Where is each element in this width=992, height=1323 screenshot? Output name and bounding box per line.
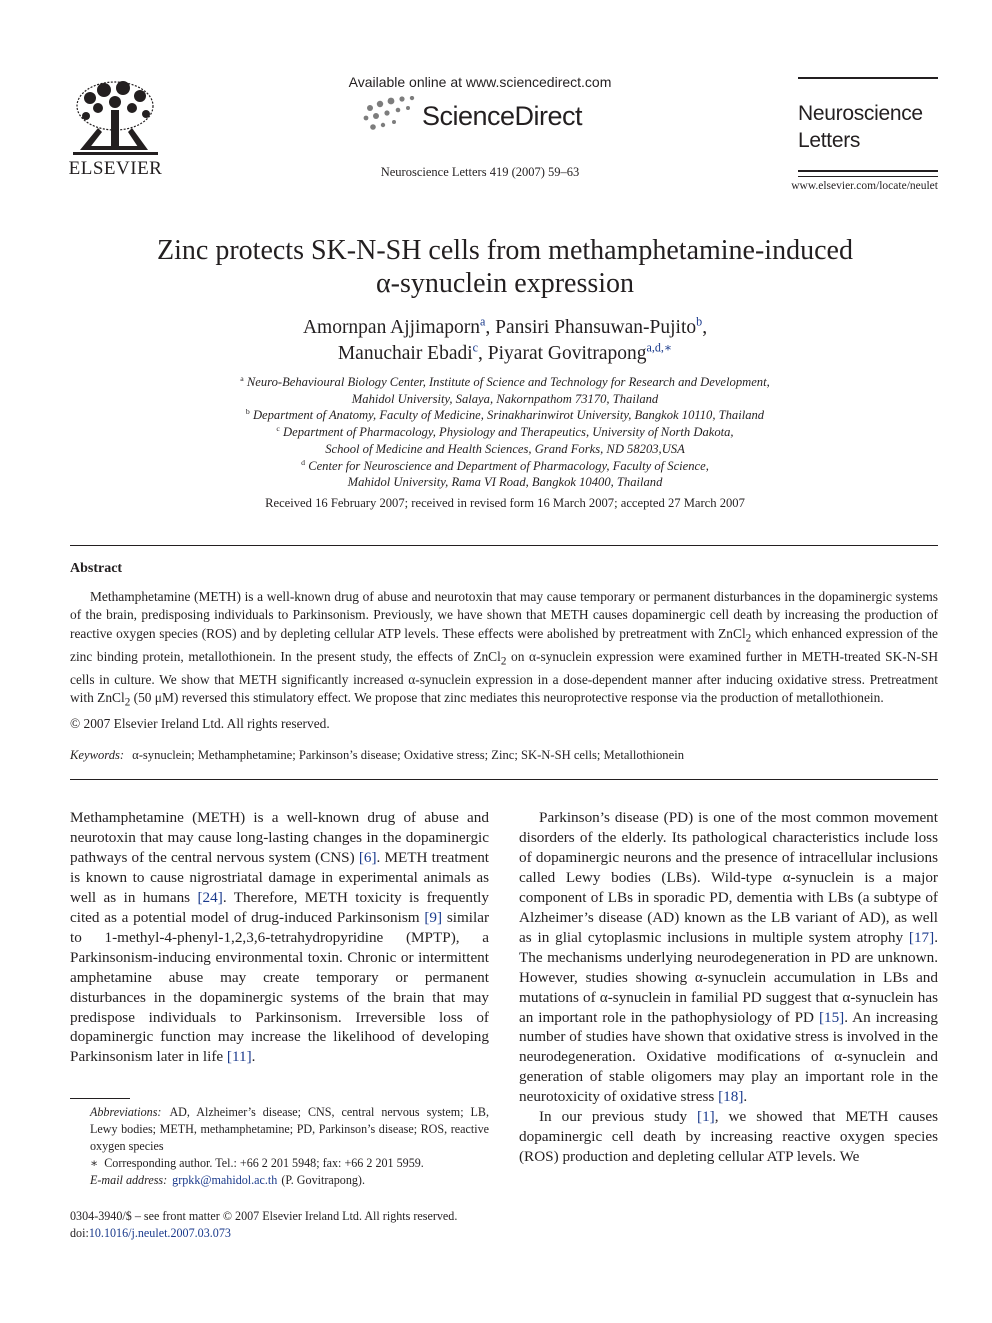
affiliation-text: Mahidol University, Salaya, Nakornpathom 73170, Thailand bbox=[351, 391, 659, 406]
journal-rule-bottom bbox=[798, 170, 938, 172]
abstract-text: (50 μM) reversed this stimulatory effect. We propose that zinc mediates this neuroprotective response via the production of metallothionein. bbox=[130, 689, 884, 705]
sciencedirect-wordmark: ScienceDirect bbox=[422, 101, 583, 131]
subscript: 2 bbox=[124, 696, 131, 709]
footnotes bbox=[70, 1104, 489, 1189]
affiliation-text: Center for Neuroscience and Department of Pharmacology, Faculty of Science, bbox=[308, 458, 709, 473]
journal-reference: Neuroscience Letters 419 (2007) 59–63 bbox=[380, 165, 580, 179]
publisher-name: ELSEVIER bbox=[68, 158, 163, 179]
article-title bbox=[100, 234, 910, 300]
journal-title-line2: Letters bbox=[798, 129, 861, 152]
abstract-heading: Abstract bbox=[70, 561, 123, 576]
author-affiliation-link[interactable]: a bbox=[480, 314, 486, 329]
paragraph: Methamphetamine (METH) is a well-known drug of abuse and neurotoxin that may cause long-lasting changes in the dopaminergic pathways of the central nervous system (CNS) [6]. METH treatment is known to cause nigrostriatal damage in experimental animals as well as in humans [24]. Therefore, METH toxicity is frequently cited as a potential model of drug-induced Parkinsonism [9] similar to 1-methyl-4-phenyl-1,2,3,6-tetrahydropyridine (MPTP), a Parkinsonism-inducing environmental toxin. Chronic or intermittent amphetamine abuse may create temporary or permanent disturbances in the dopaminergic systems of the brain that may predispose individuals to Parkinsonism. Irreversible loss of dopaminergic function may increase the likelihood of developing Parkinsonism later in life [11]. bbox=[70, 809, 490, 1066]
subscript: 2 bbox=[745, 632, 752, 645]
article-title-line2: α-synuclein expression bbox=[375, 268, 635, 299]
affiliation-list bbox=[140, 374, 870, 491]
divider bbox=[70, 545, 938, 546]
affiliation-text: School of Medicine and Health Sciences, Grand Forks, ND 58203,USA bbox=[325, 441, 685, 456]
author-name: Pansiri Phansuwan-Pujito bbox=[495, 317, 697, 338]
affiliation-text: Neuro-Behavioural Biology Center, Institute of Science and Technology for Research and Development, bbox=[246, 375, 770, 389]
abstract-text: Methamphetamine (METH) is a well-known drug of abuse and neurotoxin that may cause temporary or permanent disturbances in the dopaminergic systems of the brain, predisposing individuals to Parkinsonism. Previously, we have shown that METH causes dopaminergic cell death by increasing the production of reactive oxygen species (ROS) and by depleting cellular ATP levels. These effects were abolished by pretreatment with ZnCl bbox=[70, 589, 938, 641]
abbreviations-text: AD, Alzheimer’s disease; CNS, central nervous system; LB, Lewy bodies; METH, methamphetamine; PD, Parkinson’s disease; ROS, reactive oxygen species bbox=[90, 1105, 489, 1153]
abstract-text: which enhanced expression of the zinc binding protein, metallothionein. In the present study, the effects of ZnCl bbox=[70, 625, 938, 664]
affiliation-text: Mahidol University, Rama VI Road, Bangkok 10400, Thailand bbox=[347, 475, 663, 490]
author-separator: , bbox=[702, 317, 708, 338]
doi-link[interactable]: 10.1016/j.neulet.2007.03.073 bbox=[88, 1225, 231, 1240]
author-affiliation-link[interactable]: b bbox=[696, 314, 703, 329]
affiliation-mark: d bbox=[301, 457, 306, 467]
journal-rule-bottom-thin bbox=[798, 176, 938, 177]
author-name: Piyarat Govitrapong bbox=[487, 343, 647, 364]
author-separator: , bbox=[485, 317, 496, 338]
affiliation-text: Department of Pharmacology, Physiology and Therapeutics, University of North Dakota, bbox=[283, 425, 734, 440]
front-matter bbox=[70, 1208, 510, 1242]
body-column-left bbox=[70, 808, 489, 1067]
email-owner: (P. Govitrapong). bbox=[281, 1172, 365, 1187]
issn-line: 0304-3940/$ – see front matter © 2007 Elsevier Ireland Ltd. All rights reserved. bbox=[70, 1209, 458, 1223]
citation-link[interactable]: [6] bbox=[358, 848, 377, 866]
author-affiliation-link[interactable]: a,d,∗ bbox=[646, 340, 673, 355]
keywords bbox=[70, 748, 938, 763]
abstract-body bbox=[70, 588, 938, 712]
received-dates: Received 16 February 2007; received in revised form 16 March 2007; accepted 27 March 2007 bbox=[265, 496, 745, 510]
body-column-right bbox=[519, 808, 938, 1167]
keywords-label: Keywords: bbox=[70, 748, 125, 762]
affiliation-mark: b bbox=[245, 407, 250, 417]
corresponding-mark: ∗ bbox=[90, 1155, 99, 1170]
affiliation-mark: c bbox=[276, 423, 280, 433]
citation-link[interactable]: [24] bbox=[197, 888, 223, 906]
citation-link[interactable]: [9] bbox=[424, 908, 443, 926]
paragraph: Parkinson’s disease (PD) is one of the most common movement disorders of the elderly. Its pathological characteristics include loss of dopaminergic neurons and the presence of intracellular inclusions called Lewy bodies (LBs). Wild-type α-synuclein is a major component of LBs in sporadic PD, dementia with LBs (a subtype of Alzheimer’s disease (AD) known as the LB variant of AD), as well as in glial cytoplasmic inclusions in multiple system atrophy [17]. The mechanisms underlying neurodegeneration in PD are unknown. However, studies showing α-synuclein accumulation in LBs and mutations of α-synuclein in familial PD suggest that α-synuclein has an important role in the pathophysiology of PD [15]. An increasing number of studies have shown that oxidative stress is involved in the neurodegeneration. Oxidative modifications of α-synuclein and generation of stable oligomers may play an important role in the neurotoxicity of oxidative stress [18]. bbox=[519, 809, 938, 1106]
citation-link[interactable]: [15] bbox=[818, 1008, 845, 1026]
affiliation-text: Department of Anatomy, Faculty of Medicine, Srinakharinwirot University, Bangkok 10110, Thailand bbox=[252, 408, 765, 423]
abstract-copyright: © 2007 Elsevier Ireland Ltd. All rights reserved. bbox=[70, 716, 330, 731]
journal-url-link[interactable]: www.elsevier.com/locate/neulet bbox=[791, 180, 938, 192]
email-link[interactable]: grpkk@mahidol.ac.th bbox=[172, 1172, 278, 1187]
divider bbox=[70, 779, 938, 780]
journal-title-line1: Neuroscience bbox=[798, 102, 923, 125]
available-online-text: Available online at www.sciencedirect.com bbox=[348, 74, 612, 90]
footnote-rule bbox=[70, 1098, 130, 1099]
email-label: E-mail address: bbox=[90, 1172, 168, 1187]
keywords-list: α-synuclein; Methamphetamine; Parkinson’s disease; Oxidative stress; Zinc; SK-N-SH cells; Metallothionein bbox=[132, 748, 684, 762]
citation-link[interactable]: [17] bbox=[908, 928, 935, 946]
author-separator: , bbox=[478, 343, 488, 364]
author-name: Manuchair Ebadi bbox=[337, 343, 473, 364]
abstract-text: on α-synuclein expression were examined further in METH-treated SK-N-SH cells in culture. We show that METH significantly increased α-synuclein expression in a dose-dependent manner after inducing oxidative stress. Pretreatment with ZnCl bbox=[70, 648, 938, 705]
affiliation-mark: a bbox=[240, 373, 244, 383]
journal-rule-top bbox=[798, 77, 938, 79]
citation-link[interactable]: [18] bbox=[718, 1088, 744, 1106]
abbreviations-label: Abbreviations: bbox=[90, 1105, 162, 1119]
paragraph: In our previous study [1], we showed that METH causes dopaminergic cell death by increasing reactive oxygen species (ROS) production and depleting cellular ATP levels. We bbox=[519, 1108, 938, 1166]
author-list bbox=[100, 315, 910, 367]
citation-link[interactable]: [11] bbox=[226, 1048, 252, 1066]
author-affiliation-link[interactable]: c bbox=[472, 340, 479, 355]
author-name: Amornpan Ajjimaporn bbox=[302, 317, 481, 338]
corresponding-author: Corresponding author. Tel.: +66 2 201 5948; fax: +66 2 201 5959. bbox=[104, 1155, 424, 1170]
subscript: 2 bbox=[500, 655, 507, 668]
article-title-line1: Zinc protects SK-N-SH cells from methamphetamine-induced bbox=[157, 235, 853, 266]
doi-label: doi: bbox=[70, 1225, 89, 1240]
citation-link[interactable]: [1] bbox=[697, 1108, 715, 1126]
journal-title bbox=[798, 100, 948, 154]
